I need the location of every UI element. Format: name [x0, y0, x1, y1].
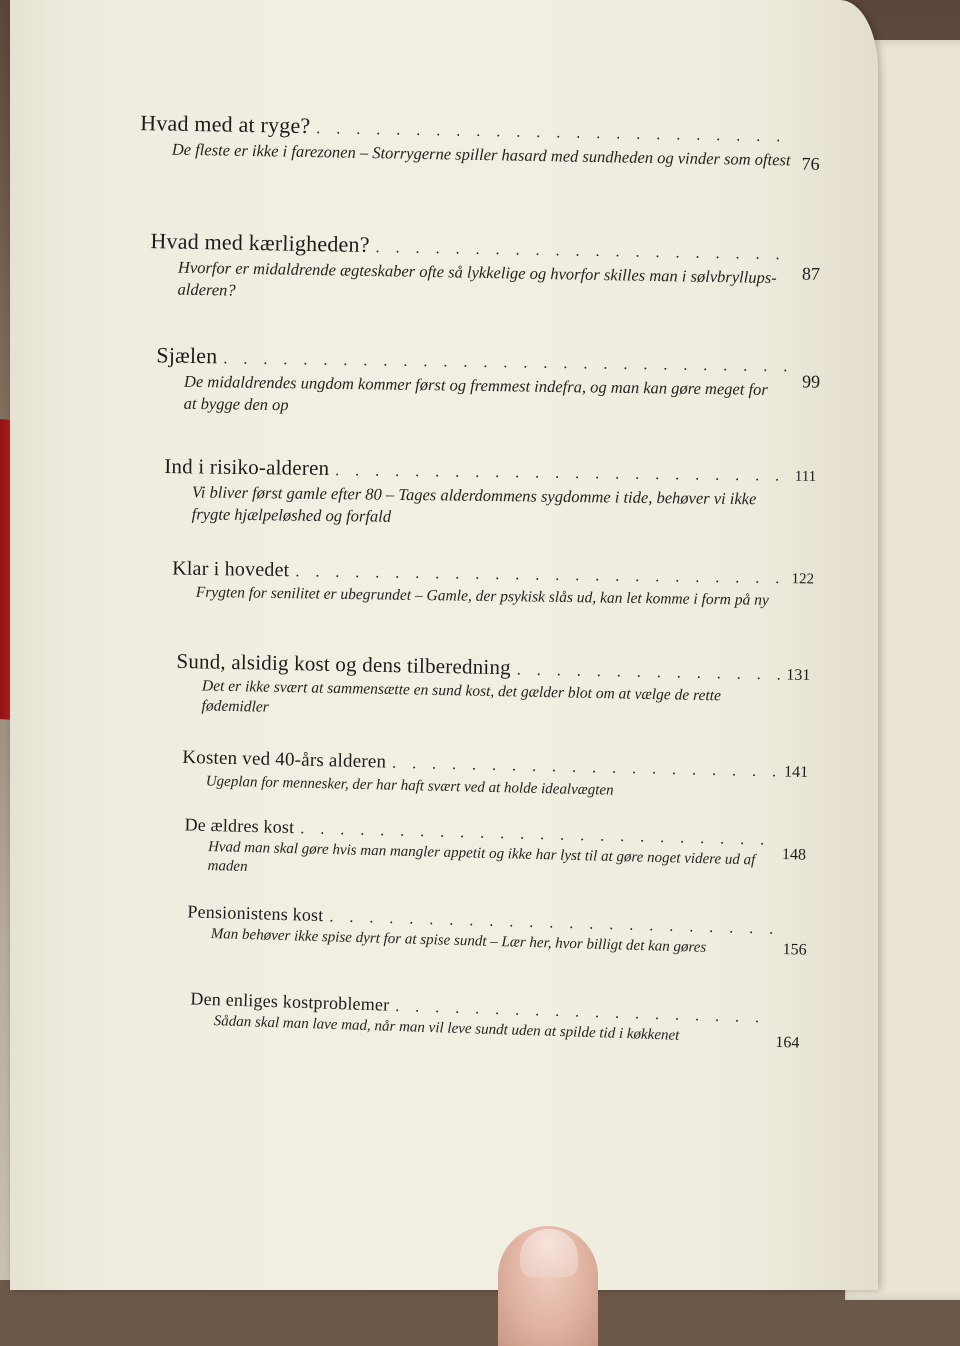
chapter-description: Frygten for senilitet er ubegrundet – Gamle, der psykisk slås ud, kan let komme i form på ny — [195, 583, 769, 609]
page-number: 111 — [794, 468, 817, 485]
toc-entry — [189, 988, 800, 1052]
toc-entry — [175, 649, 810, 728]
page-number: 76 — [801, 153, 820, 174]
chapter-description: Vi bliver først gamle efter 80 – Tages alderdommens sygdomme i tide, behøver vi ikke frygte hjælpeløshed og forfald — [191, 482, 757, 526]
toc-entry — [183, 814, 806, 890]
chapter-description: Sådan skal man lave mad, når man vil leve sundt uden at spilde tid i køkkenet — [213, 1013, 680, 1044]
chapter-title: Klar i hovedet — [172, 557, 290, 582]
page-number: 164 — [775, 1033, 800, 1052]
chapter-title: Pensionistens kost — [187, 901, 324, 926]
chapter-description: De fleste er ikke i farezonen – Storrygerne spiller hasard med sundheden og vinder som oftest — [171, 139, 791, 170]
toc-entry — [140, 110, 821, 172]
dot-leader — [335, 460, 789, 486]
chapter-title: Ind i risiko-alderen — [164, 454, 330, 481]
toc-entry — [182, 747, 809, 805]
chapter-description: Man behøver ikke spise dyrt for at spise sundt – Lær her, hvor billigt det kan gøres — [210, 926, 707, 956]
chapter-title: Sjælen — [156, 342, 218, 369]
chapter-title: Hvad med at ryge? — [140, 110, 311, 139]
page-number: 122 — [791, 571, 815, 588]
chapter-title: De ældres kost — [184, 814, 295, 838]
chapter-title: Sund, alsidig kost og dens tilberedning — [176, 648, 512, 680]
toc-entry — [187, 901, 808, 960]
page-number: 141 — [783, 763, 809, 782]
page-number: 131 — [786, 666, 811, 685]
chapter-description: De midaldrendes ungdom kommer først og fremmest indefra, og man kan gøre meget for at bygge den op — [183, 371, 768, 415]
toc-entry — [149, 228, 820, 312]
page-number: 99 — [801, 371, 821, 392]
fingernail — [520, 1229, 578, 1277]
toc-entry — [172, 558, 815, 612]
chapter-description: Hvad man skal gøre hvis man mangler appetit og ikke har lyst til at gøre noget videre ud af maden — [207, 838, 756, 875]
chapter-description: Ugeplan for mennesker, der har haft svært ved at holde idealvægten — [205, 773, 614, 799]
page-number: 156 — [782, 940, 807, 959]
page-number: 148 — [781, 846, 807, 864]
chapter-title: Hvad med kærligheden? — [150, 228, 370, 257]
chapter-title: Den enliges kostproblemer — [190, 988, 390, 1015]
chapter-description: Hvorfor er midaldrende ægteskaber ofte så lykkelige og hvorfor skilles man i sølvbryllups-alderen? — [177, 257, 777, 300]
toc-entry — [164, 454, 817, 533]
chapter-description: Det er ikke svært at sammensætte en sund kost, det gælder blot om at vælge de rette fødemidler — [201, 677, 722, 716]
chapter-title: Kosten ved 40-års alderen — [182, 746, 387, 773]
dot-leader — [295, 561, 786, 588]
toc-entry — [156, 342, 821, 423]
dot-leader — [517, 659, 781, 684]
page-number: 87 — [801, 263, 821, 284]
